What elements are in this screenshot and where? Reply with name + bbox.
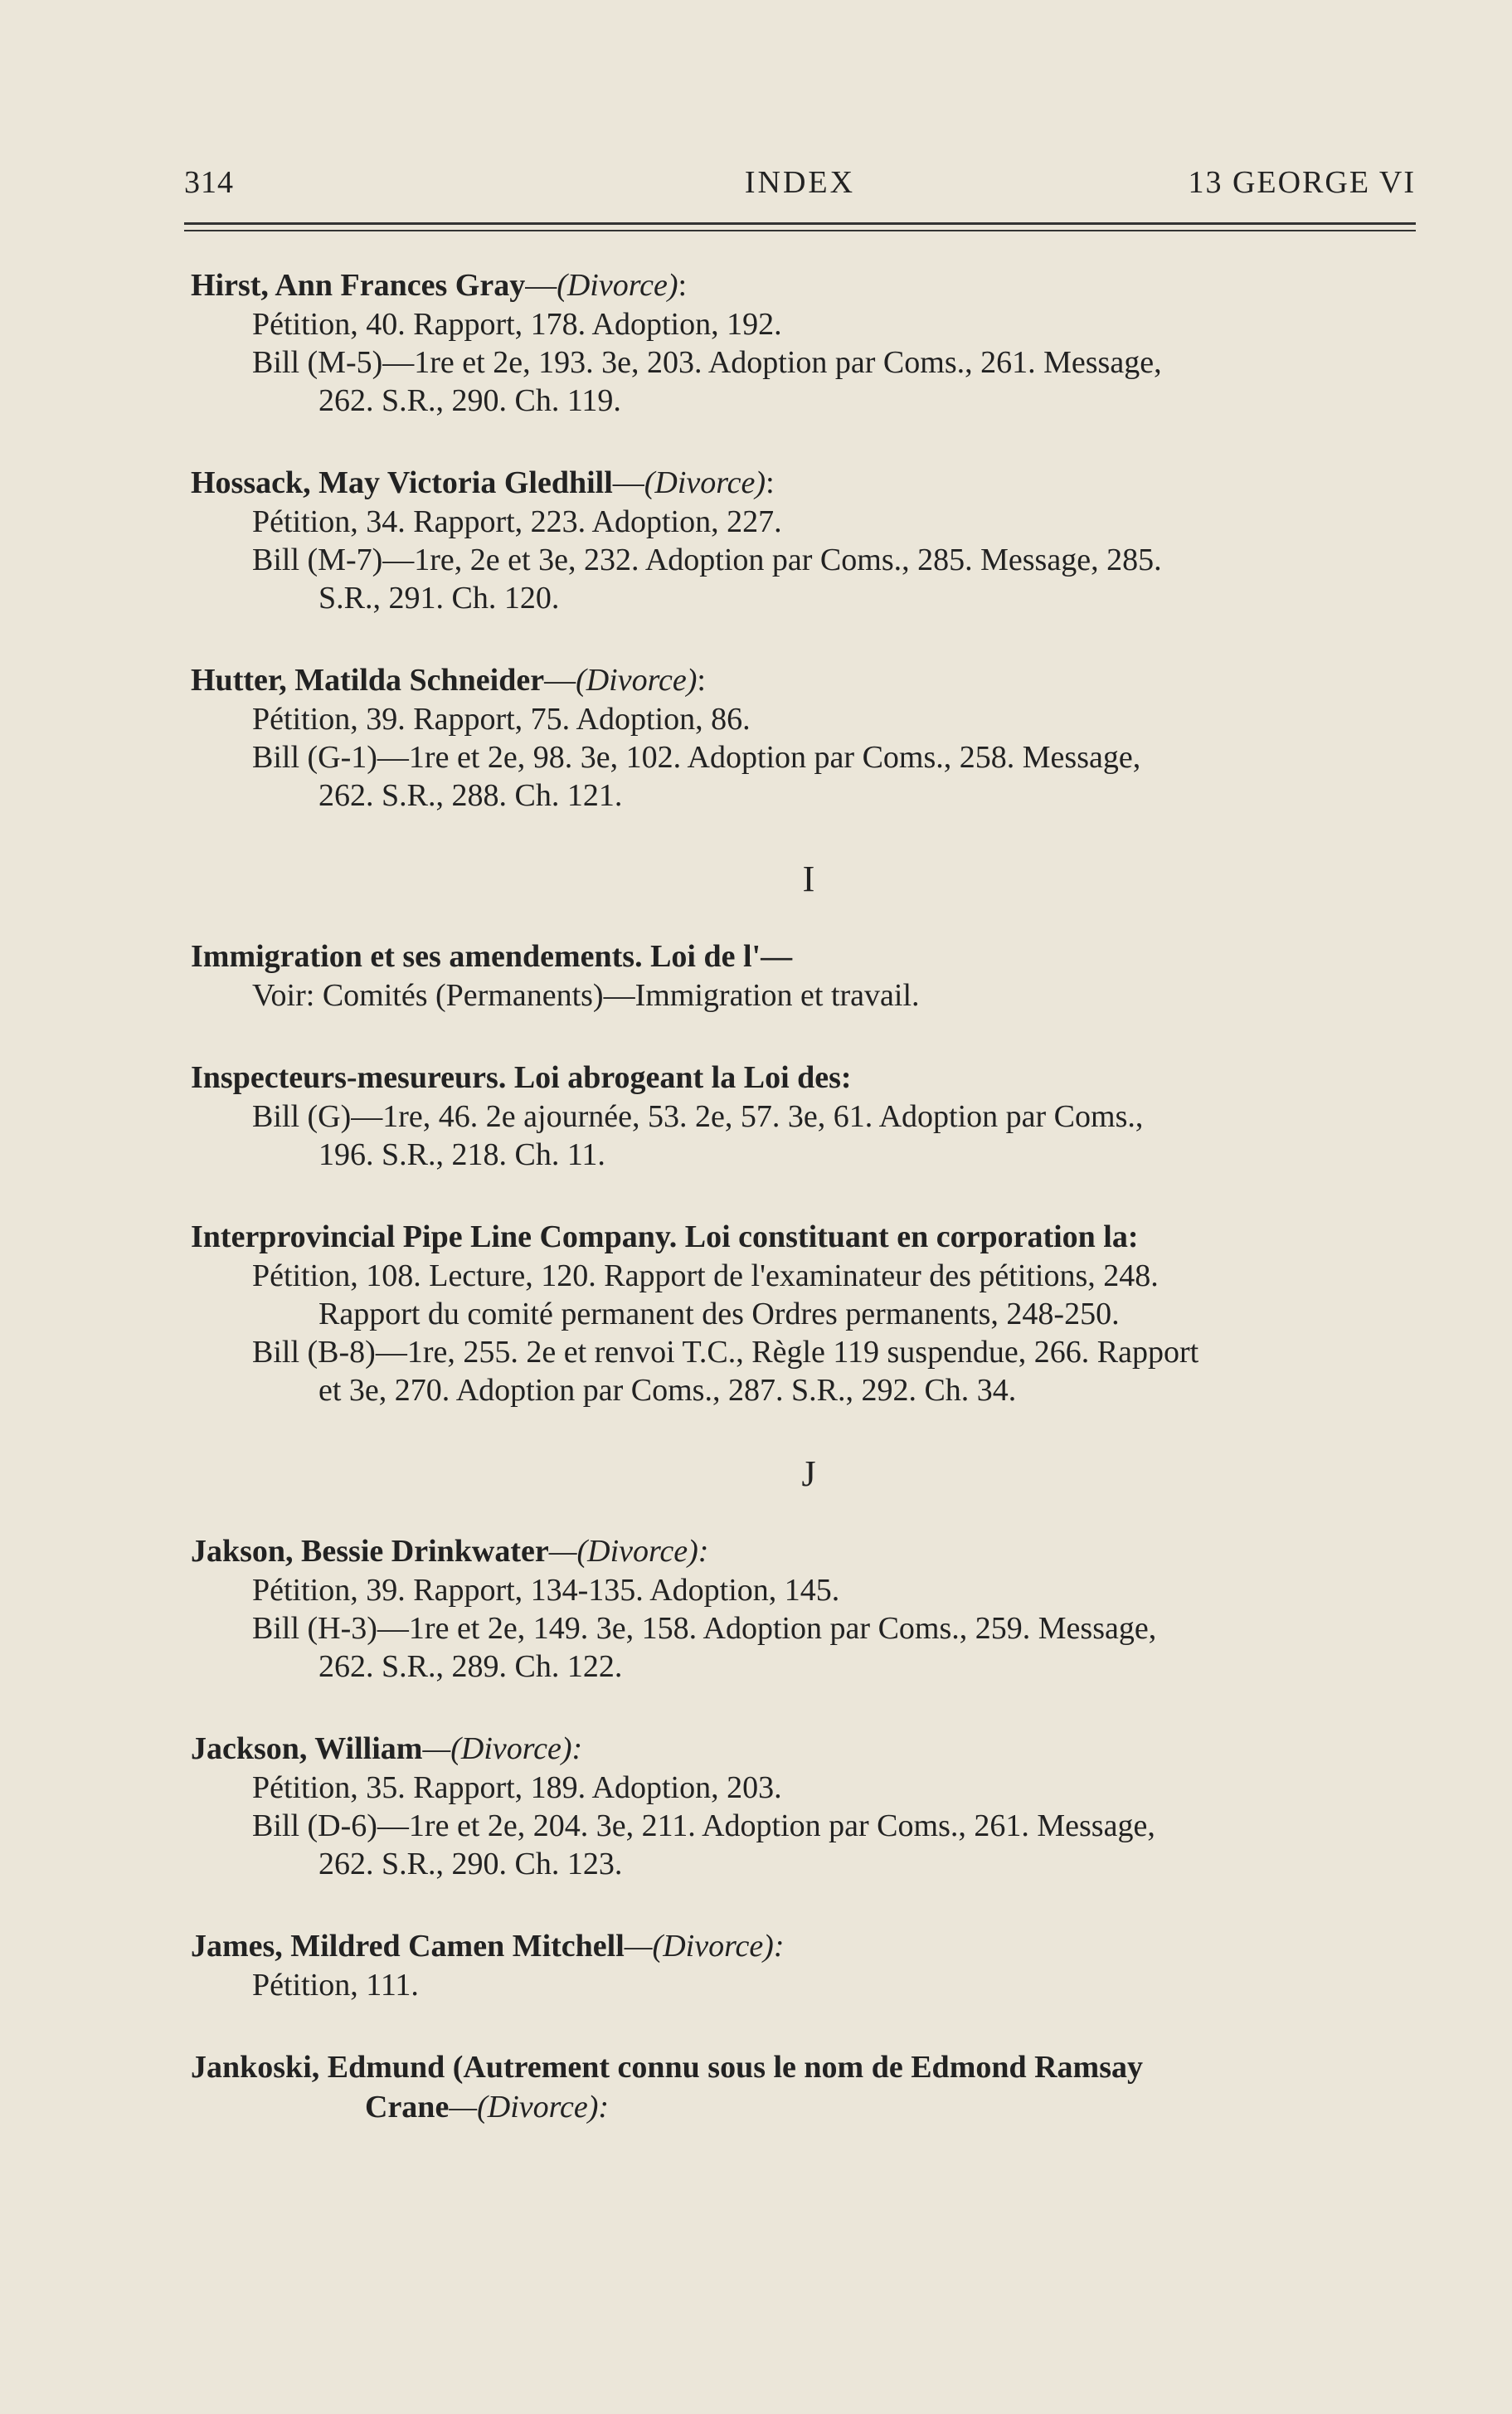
entry-name: Hutter, Matilda Schneider <box>191 663 545 698</box>
entry-name: Immigration et ses amendements. Loi de l'— <box>191 939 793 974</box>
entry-colon: : <box>678 268 688 303</box>
entry-dash: — <box>544 663 576 698</box>
index-entry <box>191 1531 1427 1686</box>
entry-name: Jakson, Bessie Drinkwater <box>191 1534 549 1569</box>
entry-line: Pétition, 35. Rapport, 189. Adoption, 203. <box>252 1770 782 1805</box>
entry-colon: : <box>697 663 706 698</box>
entry-name: Jankoski, Edmund (Autrement connu sous le nom de Edmond Ramsay <box>191 2050 1143 2085</box>
entry-qualifier: —(Divorce): <box>624 1929 785 1964</box>
entry-line: Pétition, 40. Rapport, 178. Adoption, 192. <box>252 307 782 342</box>
entry-qualifier: (Divorce) <box>557 268 678 303</box>
entry-name: Jackson, William <box>191 1731 423 1766</box>
page-number: 314 <box>184 165 234 200</box>
index-entry <box>191 2047 1427 2127</box>
running-head <box>184 164 1416 211</box>
entry-line: Pétition, 34. Rapport, 223. Adoption, 227. <box>252 504 782 539</box>
entry-line: 196. S.R., 218. Ch. 11. <box>318 1137 605 1172</box>
entry-name: Inspecteurs-mesureurs. Loi abrogeant la Loi des: <box>191 1060 852 1095</box>
page-title: INDEX <box>744 165 856 200</box>
entry-line: Rapport du comité permanent des Ordres permanents, 248-250. <box>318 1297 1120 1331</box>
entry-qualifier: (Divorce) <box>576 663 698 698</box>
entry-line: Bill (G)—1re, 46. 2e ajournée, 53. 2e, 57. 3e, 61. Adoption par Coms., <box>252 1099 1144 1134</box>
entry-line: Bill (M-5)—1re et 2e, 193. 3e, 203. Adoption par Coms., 261. Message, <box>252 345 1162 380</box>
entry-name: Hirst, Ann Frances Gray <box>191 268 526 303</box>
entry-qualifier: (Divorce) <box>644 465 766 500</box>
section-letter-j: J <box>801 1453 816 1494</box>
index-entry <box>191 463 1427 617</box>
index-entry <box>191 937 1427 1015</box>
entry-qualifier: —(Divorce): <box>422 1731 583 1766</box>
index-entry <box>191 660 1427 815</box>
index-content <box>191 265 1427 2170</box>
entry-qualifier: —(Divorce): <box>548 1534 709 1569</box>
index-entry <box>191 265 1427 420</box>
entry-line: Bill (G-1)—1re et 2e, 98. 3e, 102. Adoption par Coms., 258. Message, <box>252 740 1141 775</box>
entry-line: Bill (D-6)—1re et 2e, 204. 3e, 211. Adoption par Coms., 261. Message, <box>252 1808 1155 1843</box>
entry-line: 262. S.R., 290. Ch. 119. <box>318 383 621 418</box>
entry-qualifier: —(Divorce): <box>449 2090 610 2124</box>
entry-name: Interprovincial Pipe Line Company. Loi constituant en corporation la: <box>191 1219 1139 1254</box>
reign-label: 13 GEORGE VI <box>1188 165 1416 200</box>
entry-line: 262. S.R., 288. Ch. 121. <box>318 778 623 813</box>
entry-line: Pétition, 111. <box>252 1968 419 2003</box>
entry-line: Pétition, 39. Rapport, 134-135. Adoption, 145. <box>252 1573 840 1608</box>
index-entry <box>191 1058 1427 1174</box>
entry-colon: : <box>766 465 775 500</box>
entry-line: Pétition, 39. Rapport, 75. Adoption, 86. <box>252 702 751 737</box>
entry-name: James, Mildred Camen Mitchell <box>191 1929 625 1964</box>
entry-line: 262. S.R., 290. Ch. 123. <box>318 1847 623 1881</box>
entry-dash: — <box>612 465 644 500</box>
entry-line: Bill (H-3)—1re et 2e, 149. 3e, 158. Adoption par Coms., 259. Message, <box>252 1611 1157 1646</box>
header-rule <box>184 222 1416 231</box>
entry-line: Voir: Comités (Permanents)—Immigration et travail. <box>252 978 920 1013</box>
entry-name: Hossack, May Victoria Gledhill <box>191 465 613 500</box>
entry-line: Pétition, 108. Lecture, 120. Rapport de l'examinateur des pétitions, 248. <box>252 1258 1159 1293</box>
entry-line: 262. S.R., 289. Ch. 122. <box>318 1649 623 1684</box>
entry-name-continued: Crane <box>365 2090 450 2124</box>
index-entry <box>191 1926 1427 2004</box>
entry-line: et 3e, 270. Adoption par Coms., 287. S.R., 292. Ch. 34. <box>318 1373 1017 1408</box>
entry-line: Bill (M-7)—1re, 2e et 3e, 232. Adoption par Coms., 285. Message, 285. <box>252 543 1162 577</box>
section-letter-i: I <box>802 859 815 899</box>
index-entry <box>191 1217 1427 1409</box>
entry-dash: — <box>525 268 557 303</box>
entry-line: Bill (B-8)—1re, 255. 2e et renvoi T.C., Règle 119 suspendue, 266. Rapport <box>252 1335 1199 1370</box>
index-entry <box>191 1729 1427 1883</box>
entry-line: S.R., 291. Ch. 120. <box>318 581 560 616</box>
